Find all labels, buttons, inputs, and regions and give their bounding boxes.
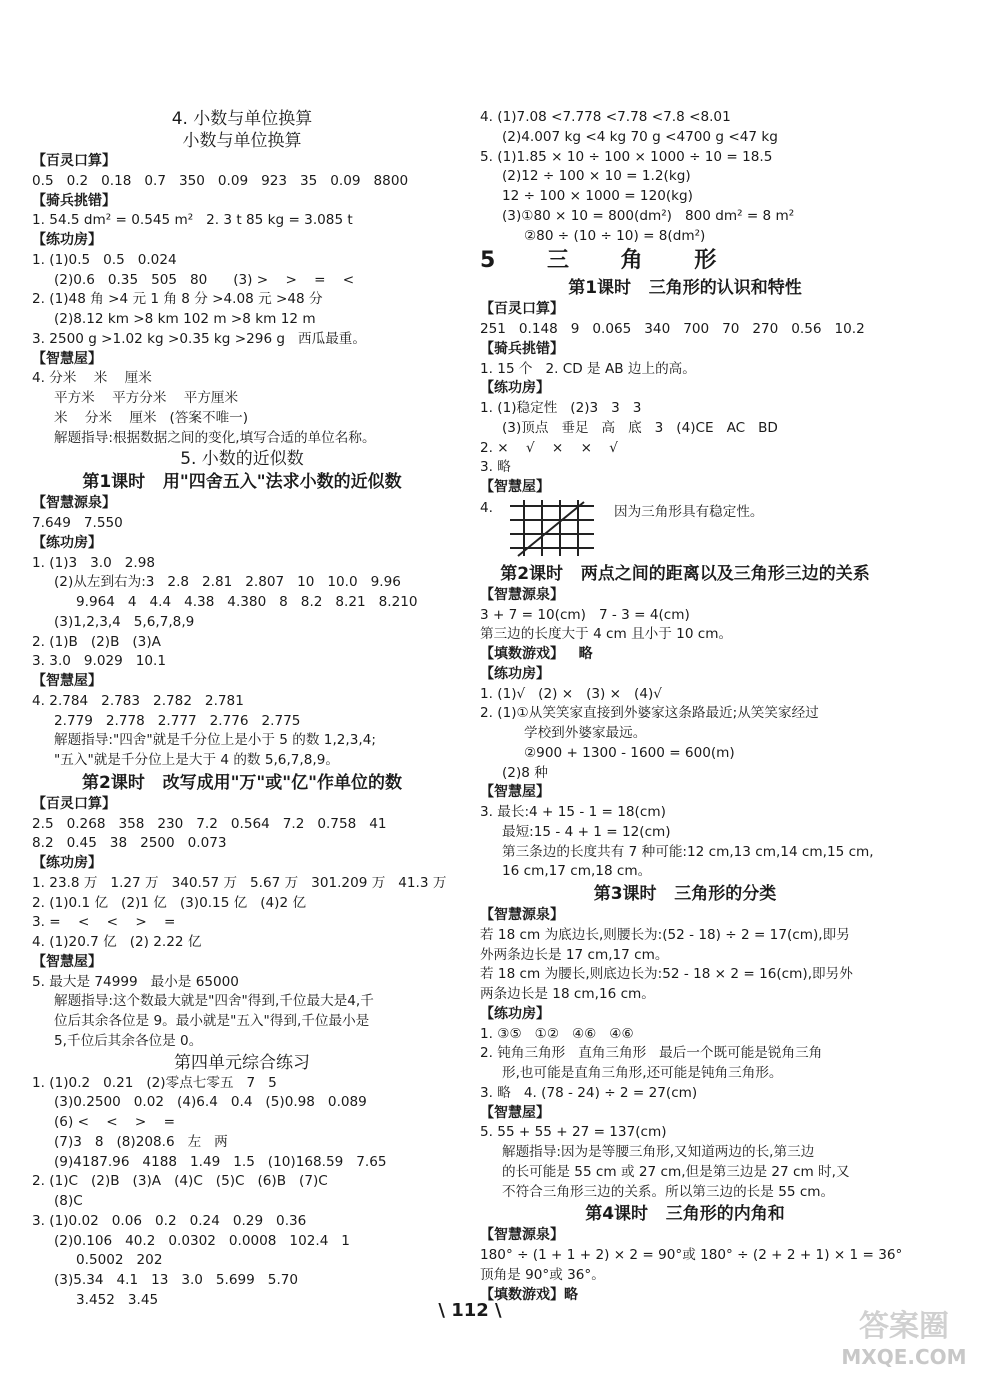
text-line: (7)3 8 (8)208.6 左 两: [54, 1133, 228, 1150]
section-label: 【智慧源泉】: [32, 495, 116, 512]
text-line: 形,也可能是直角三角形,还可能是钝角三角形。: [502, 1065, 783, 1081]
section-label: 【百灵口算】: [32, 153, 116, 169]
text-line: 3. 3.0 9.029 10.1: [32, 653, 167, 670]
text-line: (8)C: [54, 1193, 83, 1209]
section-label: 【智慧屋】: [480, 784, 550, 801]
text-line: 1. (1)√ (2) × (3) × (4)√: [480, 685, 662, 702]
lesson-heading: 第3课时 三角形的分类: [593, 884, 777, 904]
text-line: 解题指导:因为是等腰三角形,又知道两边的长,第三边: [502, 1144, 815, 1160]
lesson-heading: 第2课时 两点之间的距离以及三角形三边的关系: [500, 563, 870, 584]
text-line: 最短:15 - 4 + 1 = 12(cm): [502, 823, 671, 840]
text-line: 1. (1)稳定性 (2)3 3 3: [480, 400, 642, 416]
text-line: 2. 钝角三角形 直角三角形 最后一个既可能是锐角三角: [480, 1045, 823, 1062]
text-line: 的长可能是 55 cm 或 27 cm,但是第三边是 27 cm 时,又: [502, 1163, 850, 1180]
text-line: 1. (1)0.5 0.5 0.024: [32, 251, 177, 268]
section-label: 【智慧屋】: [32, 350, 102, 367]
section-label: 【骑兵挑错】: [32, 192, 116, 209]
text-line: 3 + 7 = 10(cm) 7 - 3 = 4(cm): [480, 606, 690, 623]
lesson-heading: 第四单元综合练习: [174, 1052, 310, 1073]
lesson-heading: 第4课时 三角形的内角和: [585, 1204, 785, 1225]
section-label: 【智慧屋】: [480, 479, 550, 495]
text-line: 7.649 7.550: [32, 515, 123, 531]
text-line: 0.5 0.2 0.18 0.7 350 0.09 923 35 0.09 8800: [32, 172, 409, 189]
text-line: 3. 略: [480, 459, 511, 476]
text-line: 3. 略 4. (78 - 24) ÷ 2 = 27(cm): [480, 1084, 698, 1101]
text-line: 第三边的长度大于 4 cm 且小于 10 cm。: [480, 626, 733, 643]
text-line: (2)0.6 0.35 505 80 (3) > > = <: [54, 271, 355, 288]
text-line: 1. 54.5 dm² = 0.545 m² 2. 3 t 85 kg = 3.085 t: [32, 212, 353, 229]
text-line: (3)①80 × 10 = 800(dm²) 800 dm² = 8 m²: [502, 207, 795, 224]
text-line: (2)4.007 kg <4 kg 70 g <4700 g <47 kg: [502, 128, 778, 145]
section-label: 【练功房】: [480, 665, 550, 682]
right-column: [480, 108, 903, 1305]
lesson-heading: 小数与单位换算: [182, 131, 302, 151]
text-line: 2.779 2.778 2.777 2.776 2.775: [54, 712, 301, 729]
text-line: 9.964 4 4.4 4.38 4.380 8 8.2 8.21 8.210: [76, 594, 418, 610]
section-label: 【练功房】: [480, 380, 550, 397]
text-line: (2)12 ÷ 100 × 10 = 1.2(kg): [502, 168, 691, 185]
section-label: 【骑兵挑错】: [480, 340, 564, 357]
section-label: 【练功房】: [32, 534, 102, 551]
text-line: "五入"就是千分位上是大于 4 的数 5,6,7,8,9。: [54, 752, 339, 768]
section-label: 【智慧屋】: [32, 673, 102, 689]
text-line: (2)8 种: [502, 764, 548, 781]
text-line: 16 cm,17 cm,18 cm。: [502, 863, 652, 880]
text-line: 3. = < < > =: [32, 914, 176, 931]
right-top-block: [480, 108, 890, 498]
lesson-heading: 4. 小数与单位换算: [171, 109, 313, 129]
text-line: 1. 23.8 万 1.27 万 340.57 万 5.67 万 301.209 万 41.3 万: [32, 874, 447, 891]
text-line: 外两条边长是 17 cm,17 cm。: [480, 946, 669, 963]
text-line: 平方米 平方分米 平方厘米: [54, 390, 239, 406]
text-line: ②80 ÷ (10 ÷ 10) = 8(dm²): [524, 227, 706, 244]
figure-row: [480, 498, 890, 562]
text-line: (3)1,2,3,4 5,6,7,8,9: [54, 613, 195, 630]
watermark-logo: [820, 1300, 988, 1372]
text-line: 3. (1)0.02 0.06 0.2 0.24 0.29 0.36: [32, 1212, 307, 1229]
text-line: 若 18 cm 为底边长,则腰长为:(52 - 18) ÷ 2 = 17(cm),即另: [480, 926, 850, 943]
text-line: 4. 2.784 2.783 2.782 2.781: [32, 692, 244, 709]
watermark-brand: 答案圈: [859, 1309, 949, 1344]
text-line: 若 18 cm 为腰长,则底边长为:52 - 18 × 2 = 16(cm),即另外: [480, 966, 853, 983]
text-line: (2)8.12 km >8 km 102 m >8 km 12 m: [54, 311, 316, 327]
text-line: 顶角是 90°或 36°。: [480, 1266, 605, 1283]
text-line: ②900 + 1300 - 1600 = 600(m): [524, 744, 735, 761]
text-line: 251 0.148 9 0.065 340 700 70 270 0.56 10.2: [480, 321, 865, 337]
text-line: 4. (1)7.08 <7.778 <7.78 <7.8 <8.01: [480, 109, 731, 125]
text-line: 1. (1)3 3.0 2.98: [32, 554, 156, 571]
text-line: 解题指导:"四舍"就是千分位上是小于 5 的数 1,2,3,4;: [54, 732, 376, 749]
text-line: 2. (1)①从笑笑家直接到外婆家这条路最近;从笑笑家经过: [480, 705, 819, 722]
lesson-heading: 第1课时 用"四舍五入"法求小数的近似数: [82, 472, 402, 493]
right-bottom-block: [480, 562, 903, 1306]
section-label: 【智慧屋】: [32, 953, 102, 970]
watermark-url: MXQE.COM: [841, 1345, 967, 1369]
section-label: 【填数游戏】略: [480, 1286, 578, 1303]
text-line: (3)0.2500 0.02 (4)6.4 0.4 (5)0.98 0.089: [54, 1094, 367, 1111]
text-line: 2. (1)B (2)B (3)A: [32, 633, 161, 650]
section-label: 【练功房】: [32, 855, 102, 871]
text-line: (2)0.106 40.2 0.0302 0.0008 102.4 1: [54, 1232, 350, 1249]
text-line: 5. 55 + 55 + 27 = 137(cm): [480, 1124, 667, 1141]
text-line: 12 ÷ 100 × 1000 = 120(kg): [502, 188, 693, 204]
text-line: 米 分米 厘米 (答案不唯一): [54, 409, 249, 426]
lesson-heading: 5. 小数的近似数: [180, 449, 304, 470]
section-label: 【填数游戏】 略: [480, 646, 593, 662]
text-line: 2. (1)48 角 >4 元 1 角 8 分 >4.08 元 >48 分: [32, 291, 323, 308]
text-line: 5. 最大是 74999 最小是 65000: [32, 973, 239, 990]
lesson-heading: 第2课时 改写成用"万"或"亿"作单位的数: [81, 772, 402, 793]
text-line: 2. (1)C (2)B (3)A (4)C (5)C (6)B (7)C: [32, 1173, 328, 1190]
text-line: (2)从左到右为:3 2.8 2.81 2.807 10 10.0 9.96: [54, 574, 401, 591]
text-line: 4. (1)20.7 亿 (2) 2.22 亿: [32, 934, 202, 950]
text-line: 2. (1)0.1 亿 (2)1 亿 (3)0.15 亿 (4)2 亿: [32, 894, 307, 911]
text-line: (3)5.34 4.1 13 3.0 5.699 5.70: [54, 1272, 299, 1288]
section-label: 【智慧源泉】: [480, 907, 564, 923]
text-line: 两条边长是 18 cm,16 cm。: [480, 986, 655, 1002]
page-number: \ 112 \: [438, 1300, 502, 1321]
text-line: 5. (1)1.85 × 10 ÷ 100 × 1000 ÷ 10 = 18.5: [480, 148, 773, 165]
section-label: 【智慧源泉】: [480, 586, 564, 603]
text-line: 位后其余各位是 9。最小就是"五入"得到,千位最小是: [54, 1013, 370, 1029]
section-label: 【练功房】: [32, 232, 102, 248]
text-line: (9)4187.96 4188 1.49 1.5 (10)168.59 7.65: [54, 1153, 387, 1170]
section-label: 【百灵口算】: [480, 301, 564, 318]
figure-question-number: 4.: [480, 499, 493, 516]
unit-title: 5 三 角 形: [480, 248, 739, 274]
figure-answer: 因为三角形具有稳定性。: [614, 503, 764, 520]
lesson-heading: 第1课时 三角形的认识和特性: [568, 278, 802, 299]
text-line: 3. 2500 g >1.02 kg >0.35 kg >296 g 西瓜最重。: [32, 330, 366, 347]
section-label: 【智慧源泉】: [480, 1227, 564, 1244]
text-line: 解题指导:这个数最大就是"四舍"得到,千位最大是4,千: [54, 993, 374, 1010]
text-line: 1. (1)0.2 0.21 (2)零点七零五 7 5: [32, 1074, 277, 1091]
section-label: 【百灵口算】: [32, 795, 116, 812]
text-line: 2.5 0.268 358 230 7.2 0.564 7.2 0.758 41: [32, 815, 387, 832]
text-line: 5,千位后其余各位是 0。: [54, 1032, 203, 1049]
section-label: 【智慧屋】: [480, 1104, 550, 1121]
text-line: 3.452 3.45: [76, 1291, 159, 1308]
text-line: 不符合三角形三边的关系。所以第三边的长是 55 cm。: [502, 1183, 835, 1200]
text-line: 4. 分米 米 厘米: [32, 370, 152, 387]
text-line: (3)顶点 垂足 高 底 3 (4)CE AC BD: [502, 419, 778, 436]
text-line: 180° ÷ (1 + 1 + 2) × 2 = 90°或 180° ÷ (2 + 2 + 1) × 1 = 36°: [480, 1247, 903, 1263]
text-line: 8.2 0.45 38 2500 0.073: [32, 835, 227, 852]
text-line: 第三条边的长度共有 7 种可能:12 cm,13 cm,14 cm,15 cm,: [502, 843, 874, 860]
text-line: 0.5002 202: [76, 1252, 163, 1269]
stable-triangle-frame-figure: [502, 498, 602, 558]
text-line: (6) < < > =: [54, 1114, 175, 1130]
section-label: 【练功房】: [480, 1005, 550, 1022]
left-column: [32, 108, 452, 1311]
text-line: 学校到外婆家最远。: [524, 725, 647, 741]
text-line: 3. 最长:4 + 15 - 1 = 18(cm): [480, 804, 666, 820]
text-line: 解题指导:根据数据之间的变化,填写合适的单位名称。: [54, 429, 376, 446]
text-line: 1. 15 个 2. CD 是 AB 边上的高。: [480, 360, 696, 377]
text-line: 1. ③⑤ ①② ④⑥ ④⑥: [480, 1025, 634, 1042]
text-line: 2. × √ × × √: [480, 439, 618, 456]
